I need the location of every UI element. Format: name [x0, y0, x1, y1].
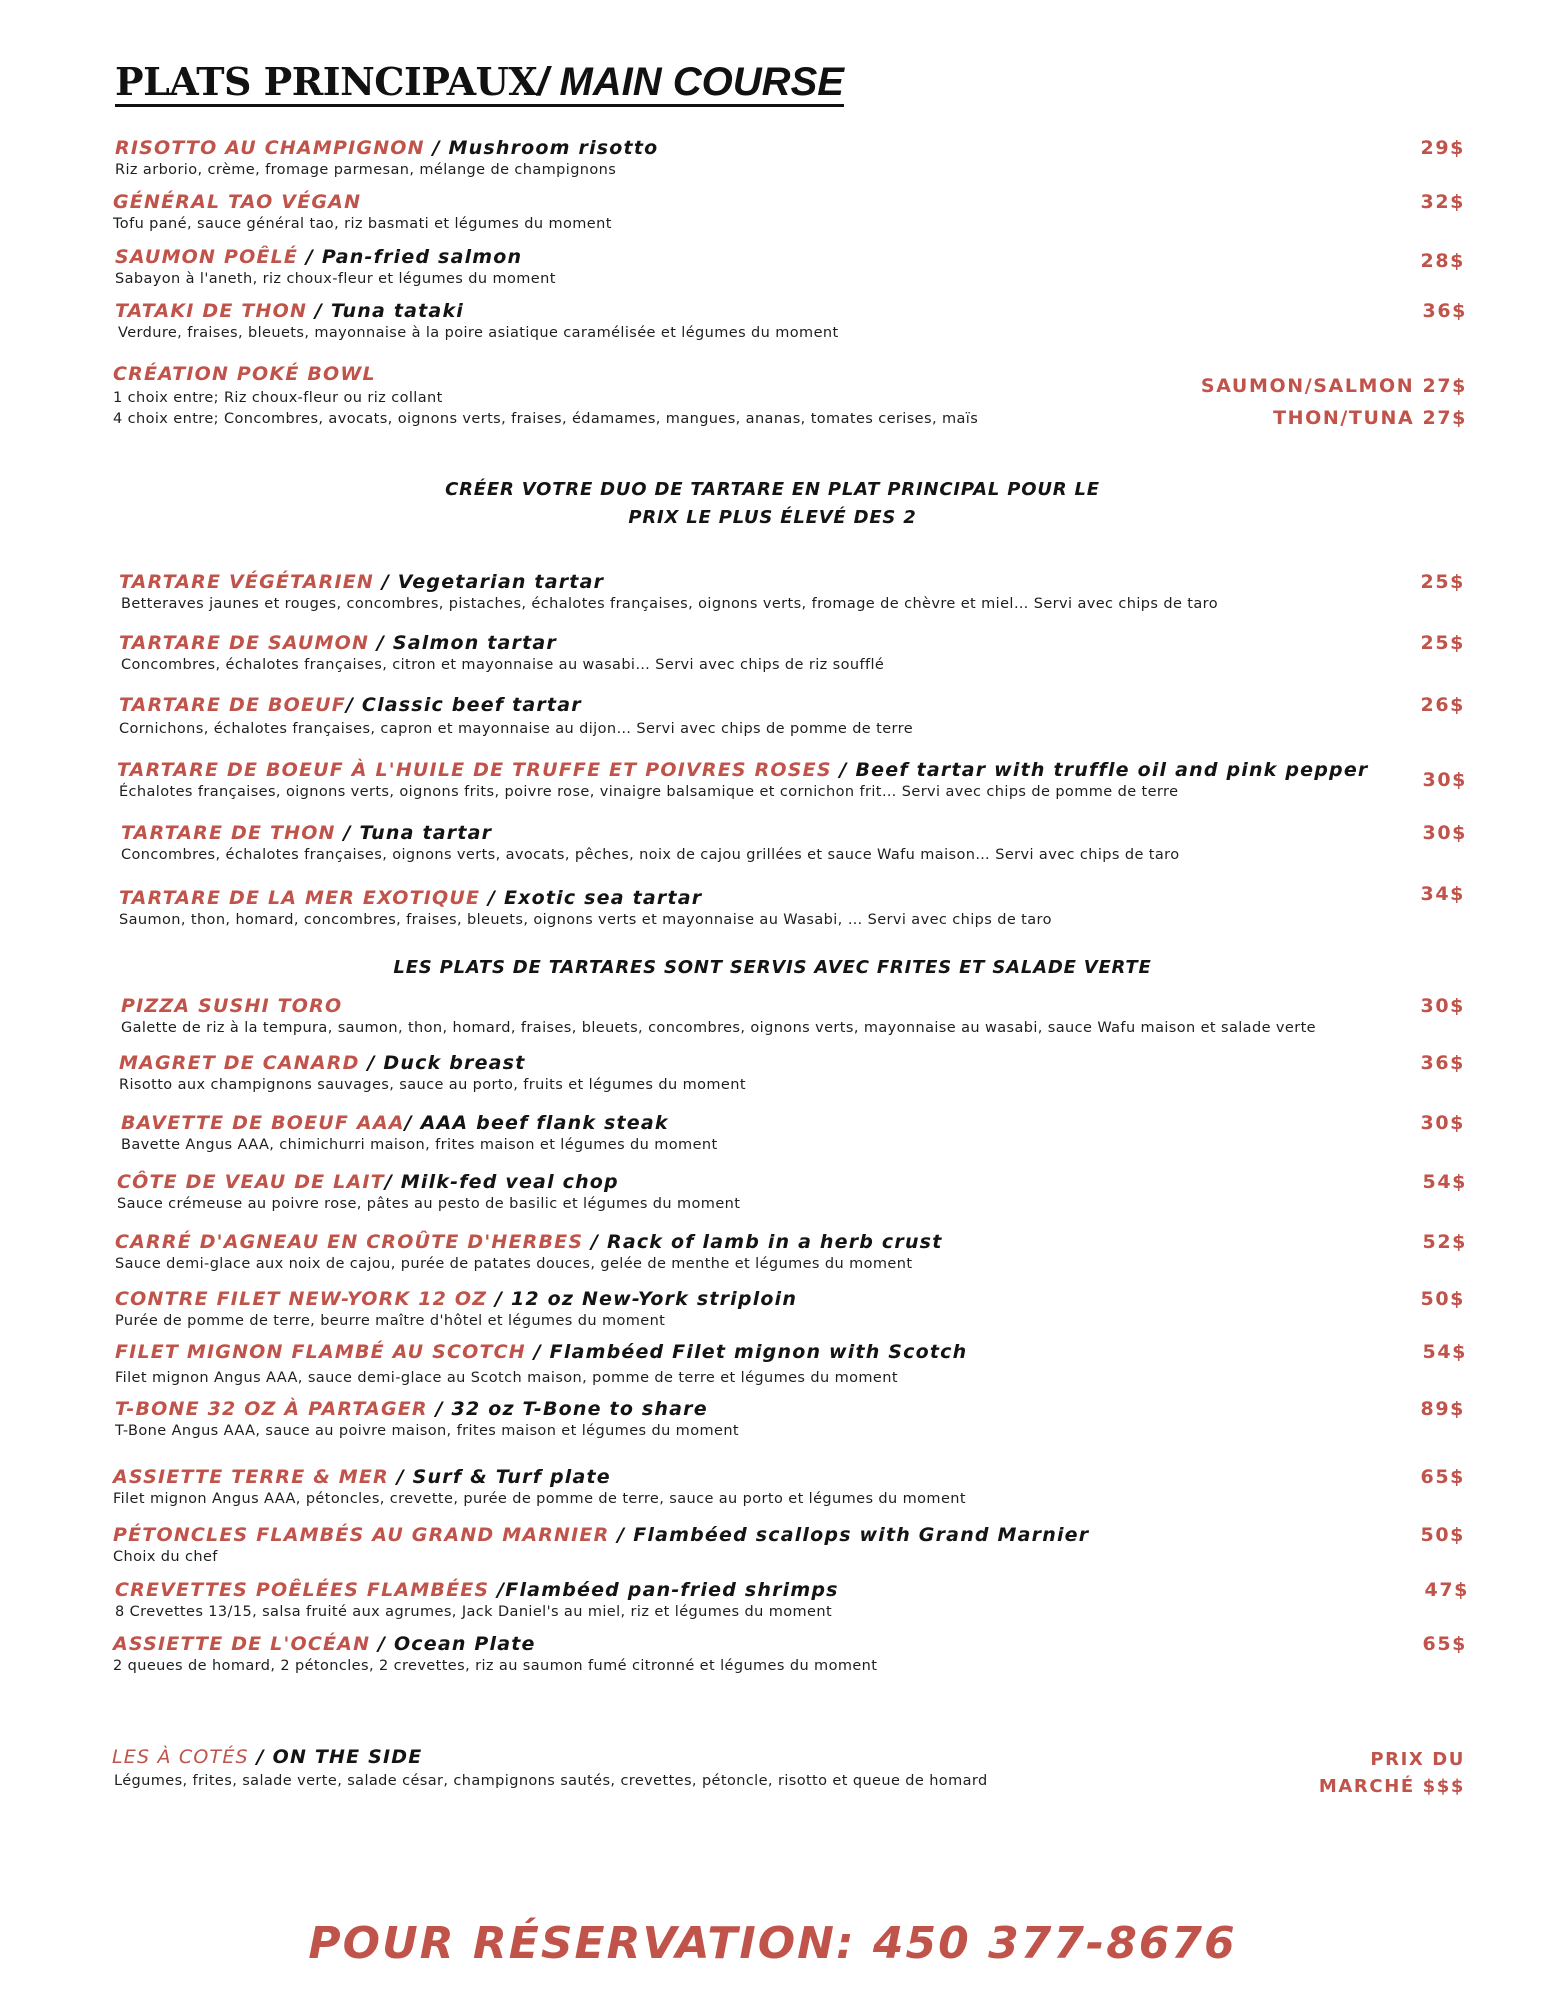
item-name-en: / 12 oz New-York striploin — [487, 1288, 798, 1310]
item-description: Betteraves jaunes et rouges, concombres, pistaches, échalotes françaises, oignons verts, fromage de chèvre et miel… Servi avec chips de taro — [121, 596, 1218, 612]
item-name-fr: PIZZA SUSHI TORO — [121, 995, 343, 1017]
menu-item-flambeed-scallops — [0, 1523, 1545, 1568]
menu-item-filet-mignon-scotch — [0, 1340, 1545, 1389]
item-name-fr: ASSIETTE DE L'OCÉAN — [113, 1633, 371, 1655]
item-price: 26$ — [1420, 694, 1465, 716]
item-price: 30$ — [1420, 995, 1465, 1017]
menu-item-salmon-tartar — [0, 631, 1545, 676]
item-price: 54$ — [1422, 1341, 1467, 1363]
item-price: 34$ — [1420, 883, 1465, 905]
item-name-en: /Flambéed pan-fried shrimps — [489, 1579, 839, 1601]
menu-item-beef-flank-steak — [0, 1111, 1545, 1156]
item-price: 36$ — [1420, 1052, 1465, 1074]
tartare-duo-note — [0, 476, 1545, 532]
item-name-fr: CARRÉ D'AGNEAU EN CROÛTE D'HERBES — [115, 1231, 584, 1253]
item-name-en: / Mushroom risotto — [424, 137, 659, 159]
item-name-fr: RISOTTO AU CHAMPIGNON — [115, 137, 425, 159]
item-description: Galette de riz à la tempura, saumon, thon, homard, fraises, bleuets, concombres, oignons verts, mayonnaise au wasabi, sauce Wafu maison et salade verte — [121, 1020, 1316, 1036]
menu-item-pan-fried-shrimps — [0, 1578, 1545, 1623]
item-description: Bavette Angus AAA, chimichurri maison, frites maison et légumes du moment — [121, 1137, 718, 1153]
item-name-fr: CRÉATION POKÉ BOWL — [113, 363, 376, 385]
item-description: Saumon, thon, homard, concombres, fraises, bleuets, oignons verts et mayonnaise au Wasabi, … Servi avec chips de taro — [119, 912, 1052, 928]
menu-item-pan-fried-salmon — [0, 245, 1545, 290]
item-name-fr: SAUMON POÊLÉ — [115, 246, 299, 268]
item-description: Choix du chef — [113, 1549, 218, 1565]
item-name-en: / Tuna tartar — [335, 822, 493, 844]
reservation-phone[interactable]: POUR RÉSERVATION: 450 377-8676 — [308, 1918, 1237, 1969]
item-price: 28$ — [1420, 250, 1465, 272]
menu-item-on-the-side — [0, 1745, 1545, 1797]
item-price: 65$ — [1420, 1466, 1465, 1488]
item-price: 89$ — [1420, 1398, 1465, 1420]
item-description: Verdure, fraises, bleuets, mayonnaise à la poire asiatique caramélisée et légumes du moment — [118, 325, 839, 341]
item-description: Cornichons, échalotes françaises, capron et mayonnaise au dijon… Servi avec chips de pomme de terre — [119, 721, 914, 737]
menu-item-pizza-sushi-toro — [0, 994, 1545, 1039]
item-description: Sauce crémeuse au poivre rose, pâtes au pesto de basilic et légumes du moment — [117, 1196, 741, 1212]
title-english: / MAIN COURSE — [537, 60, 844, 104]
item-name-en: / Classic beef tartar — [345, 694, 582, 716]
item-name-fr: TARTARE DE SAUMON — [119, 632, 370, 654]
item-description: Filet mignon Angus AAA, pétoncles, crevette, purée de pomme de terre, sauce au porto et légumes du moment — [113, 1491, 966, 1507]
item-name-en: / Duck breast — [359, 1052, 526, 1074]
menu-item-poke-bowl — [0, 362, 1545, 430]
item-description: T-Bone Angus AAA, sauce au poivre maison, frites maison et légumes du moment — [115, 1423, 739, 1439]
menu-item-mushroom-risotto — [0, 136, 1545, 181]
menu-item-tuna-tartar — [0, 821, 1545, 866]
item-name-fr: TATAKI DE THON — [115, 300, 308, 322]
item-name-en: / Tuna tataki — [307, 300, 464, 322]
item-name-fr: CREVETTES POÊLÉES FLAMBÉES — [115, 1579, 490, 1601]
item-name-fr: CONTRE FILET NEW-YORK 12 OZ — [115, 1288, 488, 1310]
item-description: Risotto aux champignons sauvages, sauce au porto, fruits et légumes du moment — [119, 1077, 746, 1093]
item-price: 50$ — [1420, 1524, 1465, 1546]
item-description: 8 Crevettes 13/15, salsa fruité aux agrumes, Jack Daniel's au miel, riz et légumes du moment — [115, 1604, 833, 1620]
item-price: 29$ — [1420, 137, 1465, 159]
item-name-fr: TARTARE DE LA MER EXOTIQUE — [119, 887, 481, 909]
item-name-en: / Beef tartar with truffle oil and pink pepper — [831, 759, 1369, 781]
item-name-fr: LES À COTÉS — [112, 1746, 249, 1768]
item-description: Sauce demi-glace aux noix de cajou, purée de patates douces, gelée de menthe et légumes du moment — [115, 1256, 913, 1272]
item-price: 50$ — [1420, 1288, 1465, 1310]
menu-item-vegetarian-tartar — [0, 570, 1545, 615]
item-description: Sabayon à l'aneth, riz choux-fleur et légumes du moment — [115, 271, 556, 287]
tartare-sides-note: LES PLATS DE TARTARES SONT SERVIS AVEC FRITES ET SALADE VERTE — [393, 957, 1152, 978]
item-price: 54$ — [1422, 1171, 1467, 1193]
menu-item-t-bone — [0, 1397, 1545, 1442]
item-price: 25$ — [1420, 632, 1465, 654]
item-description: Purée de pomme de terre, beurre maître d'hôtel et légumes du moment — [115, 1313, 666, 1329]
item-name-fr: T-BONE 32 OZ À PARTAGER — [115, 1398, 428, 1420]
item-price: 30$ — [1422, 822, 1467, 844]
item-name-en: / AAA beef flank steak — [404, 1112, 669, 1134]
item-description: Échalotes françaises, oignons verts, oignons frits, poivre rose, vinaigre balsamique et cornichon frit… Servi avec chips de pomme de terre — [119, 784, 1179, 800]
item-price: 30$ — [1420, 1112, 1465, 1134]
menu-item-truffle-beef-tartar — [0, 758, 1545, 803]
item-price-tuna: THON/TUNA 27$ — [1273, 407, 1467, 429]
item-description-2: 4 choix entre; Concombres, avocats, oignons verts, fraises, édamames, mangues, ananas, tomates cerises, maïs — [113, 411, 979, 427]
item-name-en: / Pan-fried salmon — [298, 246, 523, 268]
page-title — [115, 59, 844, 107]
title-french: PLATS PRINCIPAUX — [115, 59, 538, 104]
item-name-en: / Ocean Plate — [370, 1633, 536, 1655]
item-price: 30$ — [1422, 769, 1467, 791]
item-description: 2 queues de homard, 2 pétoncles, 2 crevettes, riz au saumon fumé citronné et légumes du moment — [113, 1658, 878, 1674]
menu-item-duck-breast — [0, 1051, 1545, 1096]
menu-item-surf-and-turf — [0, 1465, 1545, 1510]
menu-item-classic-beef-tartar — [0, 693, 1545, 740]
item-name-fr: TARTARE DE BOEUF — [119, 694, 346, 716]
item-name-en: / ON THE SIDE — [248, 1746, 423, 1768]
item-description: Légumes, frites, salade verte, salade césar, champignons sautés, crevettes, pétoncle, risotto et queue de homard — [114, 1773, 988, 1789]
item-description: Concombres, échalotes françaises, citron et mayonnaise au wasabi… Servi avec chips de riz soufflé — [121, 657, 885, 673]
item-name-en: / Rack of lamb in a herb crust — [583, 1231, 943, 1253]
item-price: 52$ — [1422, 1231, 1467, 1253]
item-price: 36$ — [1422, 300, 1467, 322]
item-name-fr: FILET MIGNON FLAMBÉ AU SCOTCH — [115, 1341, 526, 1363]
item-name-en: / Exotic sea tartar — [480, 887, 703, 909]
tartare-duo-note-line1: CRÉER VOTRE DUO DE TARTARE EN PLAT PRINCIPAL POUR LE — [445, 479, 1100, 500]
item-description: Filet mignon Angus AAA, sauce demi-glace au Scotch maison, pomme de terre et légumes du moment — [115, 1370, 898, 1386]
item-name-fr: PÉTONCLES FLAMBÉS AU GRAND MARNIER — [113, 1524, 610, 1546]
item-name-fr: TARTARE VÉGÉTARIEN — [119, 571, 375, 593]
item-description: Concombres, échalotes françaises, oignons verts, avocats, pêches, noix de cajou grillées et sauce Wafu maison… Servi avec chips de taro — [121, 847, 1180, 863]
menu-item-ocean-plate — [0, 1632, 1545, 1677]
item-name-fr: CÔTE DE VEAU DE LAIT — [117, 1171, 385, 1193]
menu-item-rack-of-lamb — [0, 1230, 1545, 1275]
tartare-duo-note-line2: PRIX LE PLUS ÉLEVÉ DES 2 — [628, 507, 917, 528]
item-name-fr: TARTARE DE THON — [121, 822, 336, 844]
item-name-en: / Flambéed scallops with Grand Marnier — [609, 1524, 1090, 1546]
item-price: 25$ — [1420, 571, 1465, 593]
item-description: Riz arborio, crème, fromage parmesan, mélange de champignons — [115, 162, 617, 178]
menu-item-tuna-tataki — [0, 299, 1545, 344]
item-name-en: / Milk-fed veal chop — [384, 1171, 619, 1193]
item-price: 32$ — [1420, 191, 1465, 213]
item-name-fr: MAGRET DE CANARD — [119, 1052, 360, 1074]
item-price-salmon: SAUMON/SALMON 27$ — [1200, 375, 1467, 397]
item-price-market-2: MARCHÉ $$$ — [1318, 1776, 1465, 1797]
menu-item-exotic-sea-tartar — [0, 883, 1545, 931]
menu-item-veal-chop — [0, 1170, 1545, 1215]
item-name-en: / Flambéed Filet mignon with Scotch — [525, 1341, 968, 1363]
item-name-en: / Salmon tartar — [369, 632, 558, 654]
item-price: 47$ — [1424, 1579, 1469, 1601]
item-price: 65$ — [1422, 1633, 1467, 1655]
item-name-en: / Surf & Turf plate — [388, 1466, 611, 1488]
item-description: 1 choix entre; Riz choux-fleur ou riz collant — [113, 390, 443, 406]
item-description: Tofu pané, sauce général tao, riz basmati et légumes du moment — [113, 216, 612, 232]
item-name-fr: ASSIETTE TERRE & MER — [113, 1466, 389, 1488]
item-price-market: PRIX DU — [1370, 1749, 1465, 1770]
menu-item-new-york-striploin — [0, 1287, 1545, 1332]
item-name-en: / 32 oz T-Bone to share — [427, 1398, 708, 1420]
item-name-fr: GÉNÉRAL TAO VÉGAN — [113, 191, 362, 213]
menu-item-general-tao-vegan — [0, 190, 1545, 235]
item-name-en: / Vegetarian tartar — [374, 571, 605, 593]
item-name-fr: BAVETTE DE BOEUF AAA — [121, 1112, 405, 1134]
item-name-fr: TARTARE DE BOEUF À L'HUILE DE TRUFFE ET POIVRES ROSES — [117, 759, 832, 781]
